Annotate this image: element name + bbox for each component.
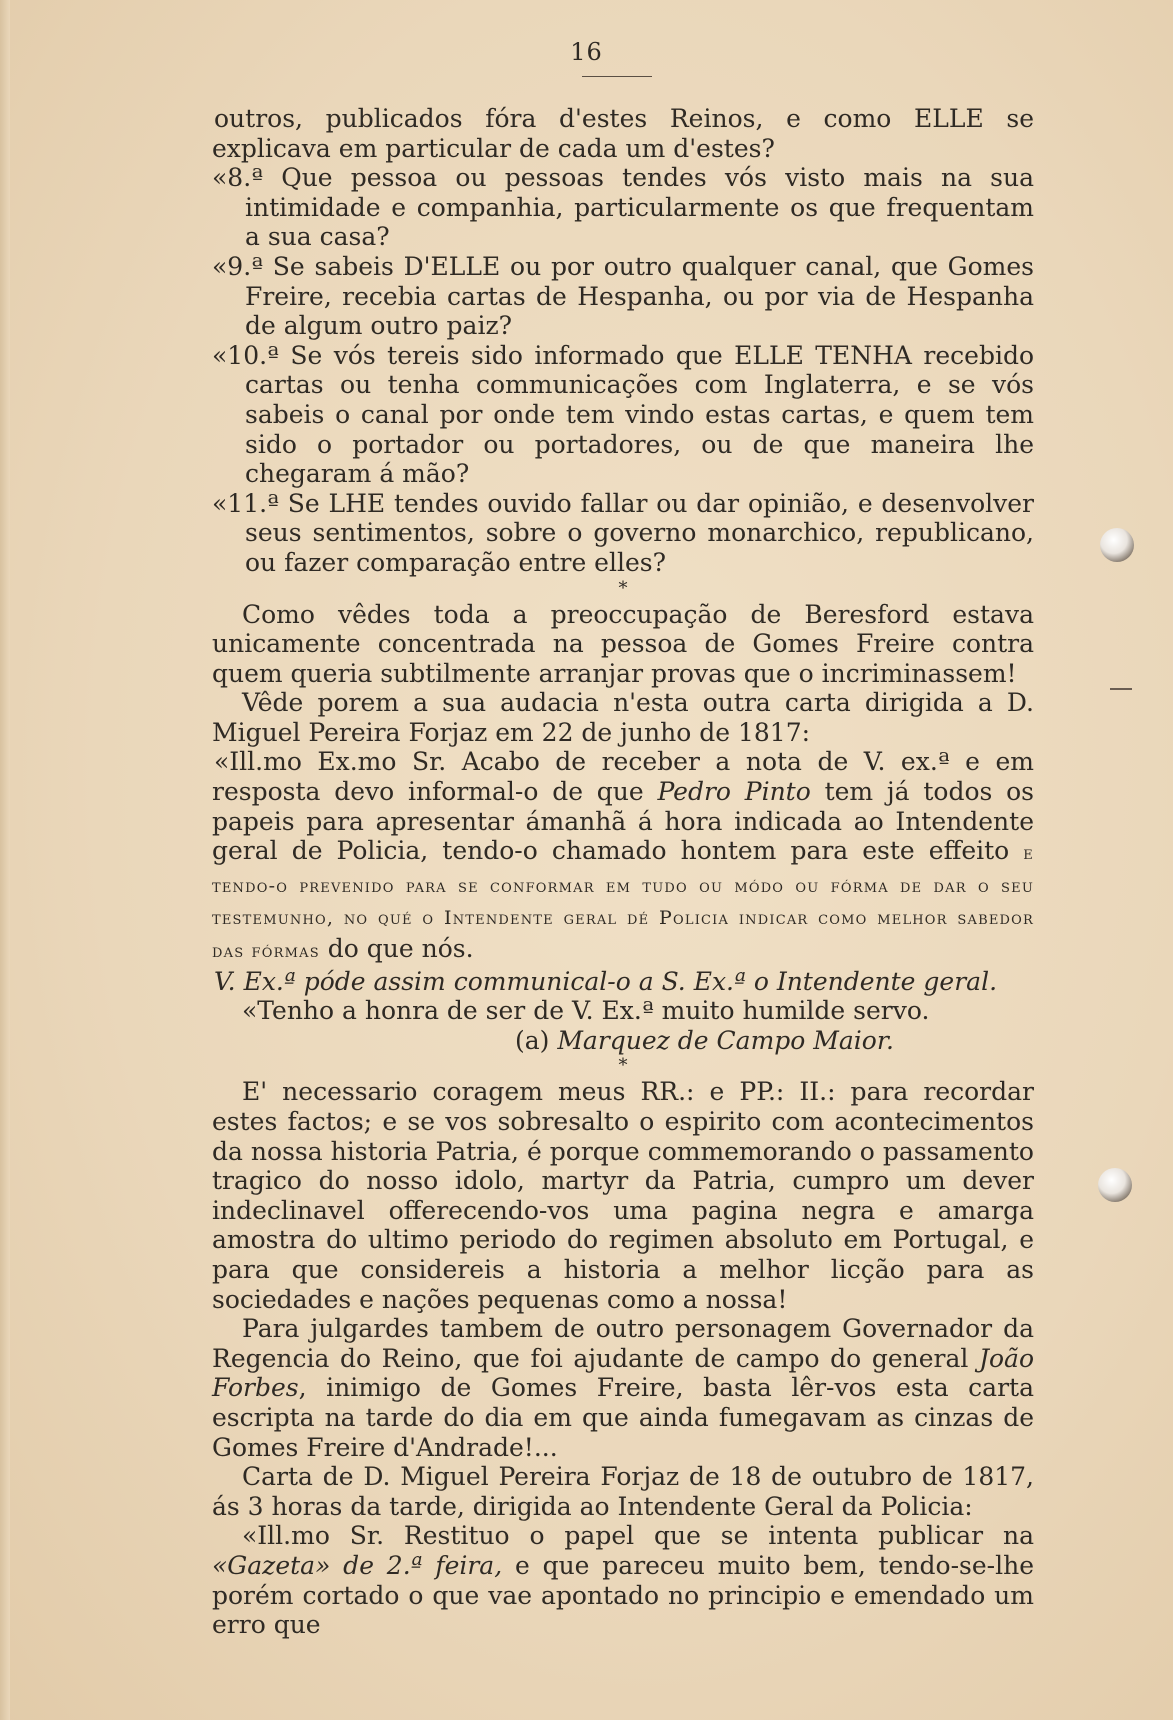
letter-text-middle: tem já todos os papeis para apresentar ámanhã á hora indicada ao Intendente geral de Policia, tendo-o chamado hontem para este effeito [212,777,1035,866]
body-text [212,104,1034,1640]
julgardes-end: , inimigo de Gomes Freire, basta lêr-vos esta carta escripta na tarde do dia em que ainda fumegavam as cinzas de Gomes Freire d'Andrade!... [212,1373,1034,1462]
header-rule [582,76,652,77]
margin-mark [1110,688,1132,690]
letter-closing: «Tenho a honra de ser de V. Ex.ª muito humilde servo. [242,996,930,1026]
binding-hole-bottom [1098,1168,1132,1202]
paragraph-restituo [212,1521,1034,1639]
page-number: 16 [570,38,603,66]
letter-small-caps: e tendo-o prevenido para se conformar em tudo ou módo ou fórma de dar o seu testemunho, no qué o Intendente geral dé Policia indicar como melhor sabedor das fórmas [212,842,1034,963]
section-asterisk-2: * [618,1055,628,1077]
binding-hole-top [1100,528,1134,562]
section-asterisk: * [618,577,628,599]
letter-text-end: do que nós. [327,934,474,964]
restituo-italic: «Gazeta» de 2.ª feira, [212,1550,503,1580]
question-10: «10.ª Se vós tereis sido informado que ELLE TENHA recebido cartas ou tenha communicações com Inglaterra, e se vós sabeis o canal por onde tem vindo estas cartas, e quem tem sido o portador ou portadores, ou de que maneira lhe chegaram á mão? [212,340,1034,489]
letter-text-start: «Ill.mo Ex.mo Sr. Acabo de receber a nota de V. ex.ª e em resposta devo informal-o de que [212,747,1034,807]
question-11: «11.ª Se LHE tendes ouvido fallar ou dar opinião, e desenvolver seus sentimentos, sobre o governo monarchico, republicano, ou fazer comparação entre elles? [212,488,1034,577]
paragraph-beresford: Como vêdes toda a preoccupação de Beresford estava unicamente concentrada na pessoa de Gomes Freire contra quem queria subtilmente arranjar provas que o incriminassem! [212,599,1034,688]
letter-name-italic: Pedro Pinto [657,777,811,807]
letter-signature [212,1026,1034,1056]
paragraph-carta-intro: Vêde porem a sua audacia n'esta outra carta dirigida a D. Miguel Pereira Forjaz em 22 de junho de 1817: [212,688,1034,747]
letter-italic-line [212,967,1034,997]
julgardes-name: João Forbes [212,1343,1034,1403]
signature-name: Marquez de Campo Maior. [557,1025,894,1055]
paragraph-julgardes [212,1314,1034,1462]
question-9: «9.ª Se sabeis D'ELLE ou por outro qualquer canal, que Gomes Freire, recebia cartas de Hespanha, ou por via de Hespanha de algum outro paiz? [212,251,1034,341]
page-edge-shadow [0,0,10,1720]
question-8: «8.ª Que pessoa ou pessoas tendes vós visto mais na sua intimidade e companhia, particularmente os que frequentam a sua casa? [212,163,1034,252]
paragraph-coragem: E' necessario coragem meus RR.: e PP.: II.: para recordar estes factos; e se vos sobresalto o espirito com acontecimentos da nossa historia Patria, é porque commemorando o passamento tragico do nosso idolo, martyr da Patria, cumpro um dever indeclinavel offerecendo-vos uma pagina negra e amarga amostra do ultimo periodo do regimen absoluto em Portugal, e para que considereis a historia a melhor licção para as sociedades e nações pequenas como a nossa! [212,1077,1034,1314]
letter-paragraph [212,747,1034,966]
letter-italic-text: V. Ex.ª póde assim communical-o a S. Ex.ª o Intendente geral. [214,966,998,996]
restituo-end: e que pareceu muito bem, tendo-se-lhe porém cortado o que vae apontado no principio e emendado um erro que [212,1550,1034,1640]
paragraph-carta-forjaz: Carta de D. Miguel Pereira Forjaz de 18 de outubro de 1817, ás 3 horas da tarde, dirigida ao Intendente Geral da Policia: [212,1462,1034,1521]
julgardes-start: Para julgardes tambem de outro personagem Governador da Regencia do Reino, que foi ajudante de campo do general [212,1314,1034,1373]
question-intro: outros, publicados fóra d'estes Reinos, e como ELLE se explicava em particular de cada um d'estes? [212,104,1034,163]
signature-prefix: (a) [514,1025,550,1055]
restituo-start: «Ill.mo Sr. Restituo o papel que se intenta publicar na [242,1521,1034,1551]
